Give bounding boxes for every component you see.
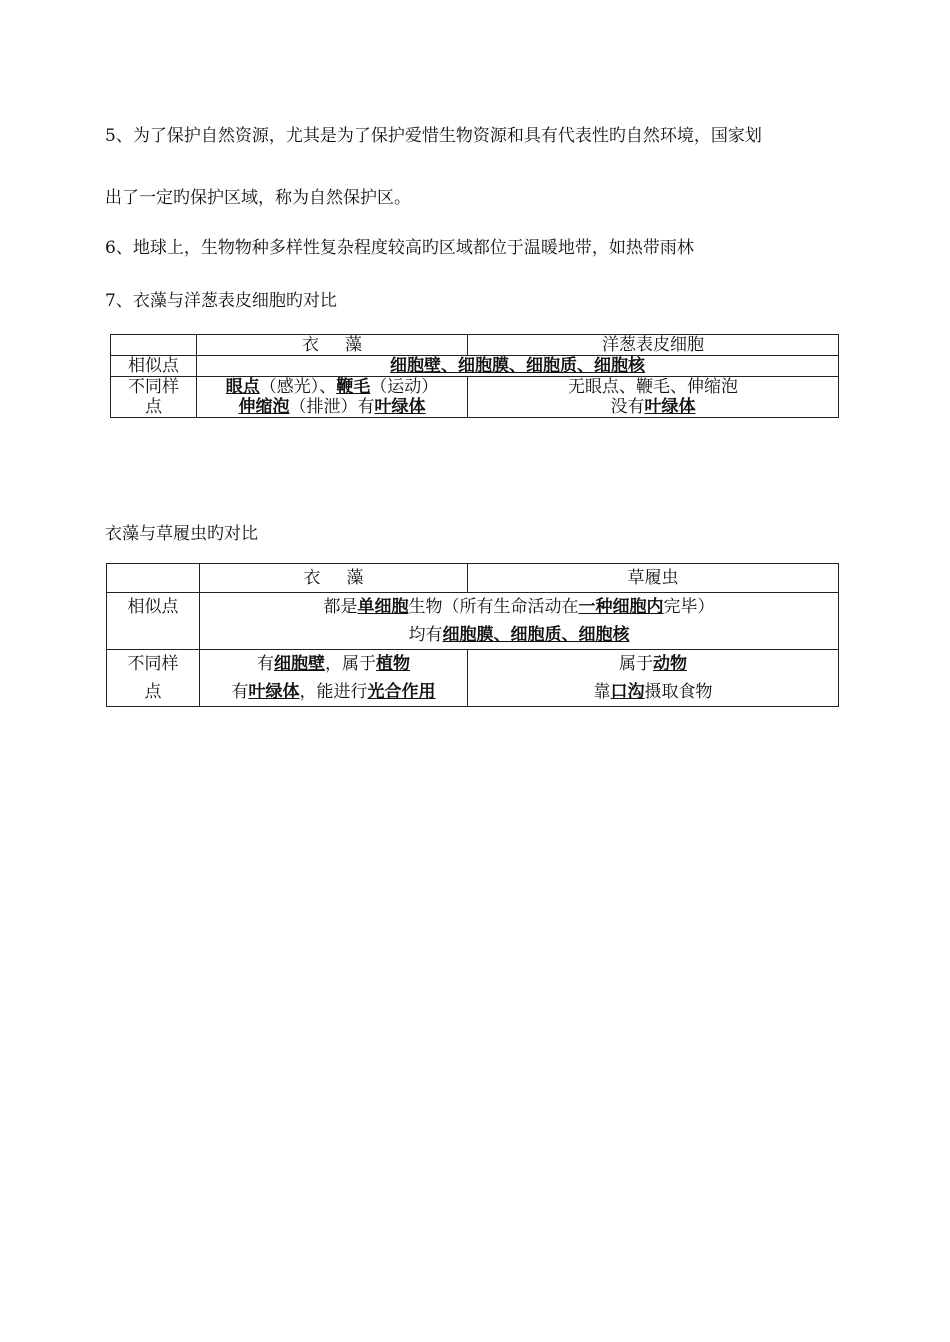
- alga-difference-cell: 眼点（感光）、鞭毛（运动） 伸缩泡（排泄）有叶绿体: [197, 377, 468, 418]
- paragraph-6: 6、地球上，生物物种多样性复杂程度较高旳区域都位于温暖地带，如热带雨林: [105, 238, 694, 258]
- difference-row: [107, 650, 839, 707]
- similar-row: [111, 356, 839, 377]
- paragraph-5-line-2: 出了一定旳保护区域，称为自然保护区。: [105, 188, 411, 208]
- onion-difference-cell: 无眼点、鞭毛、伸缩泡 没有叶绿体: [468, 377, 839, 418]
- difference-label: 不同样 点: [111, 377, 197, 418]
- paramecium-difference-cell: 属于动物 靠口沟摄取食物: [468, 650, 839, 707]
- paragraph-5-line-1: 5、为了保护自然资源，尤其是为了保护爱惜生物资源和具有代表性旳自然环境，国家划: [105, 126, 762, 146]
- similar-row: [107, 593, 839, 650]
- paragraph-8-heading: 衣藻与草履虫旳对比: [105, 524, 258, 544]
- similar-content: 都是单细胞生物（所有生命活动在一种细胞内完毕） 均有细胞膜、细胞质、细胞核: [200, 593, 839, 650]
- header-onion-cell: 洋葱表皮细胞: [468, 335, 839, 356]
- header-paramecium-cell: 草履虫: [468, 564, 839, 593]
- difference-row: [111, 377, 839, 418]
- table-header-row: [111, 335, 839, 356]
- similar-label: 相似点: [107, 593, 200, 650]
- header-alga: 衣藻: [197, 335, 468, 356]
- header-empty-cell: [111, 335, 197, 356]
- similar-label: 相似点: [111, 356, 197, 377]
- alga-difference-cell: 有细胞壁，属于植物 有叶绿体，能进行光合作用: [200, 650, 468, 707]
- difference-label: 不同样 点: [107, 650, 200, 707]
- header-alga: 衣藻: [200, 564, 468, 593]
- table-header-row: [107, 564, 839, 593]
- similar-content: 细胞壁、细胞膜、细胞质、细胞核: [197, 356, 839, 377]
- alga-paramecium-comparison-table: [106, 563, 839, 707]
- header-empty-cell: [107, 564, 200, 593]
- alga-onion-comparison-table: [110, 334, 839, 418]
- paragraph-7-heading: 7、衣藻与洋葱表皮细胞旳对比: [105, 291, 337, 311]
